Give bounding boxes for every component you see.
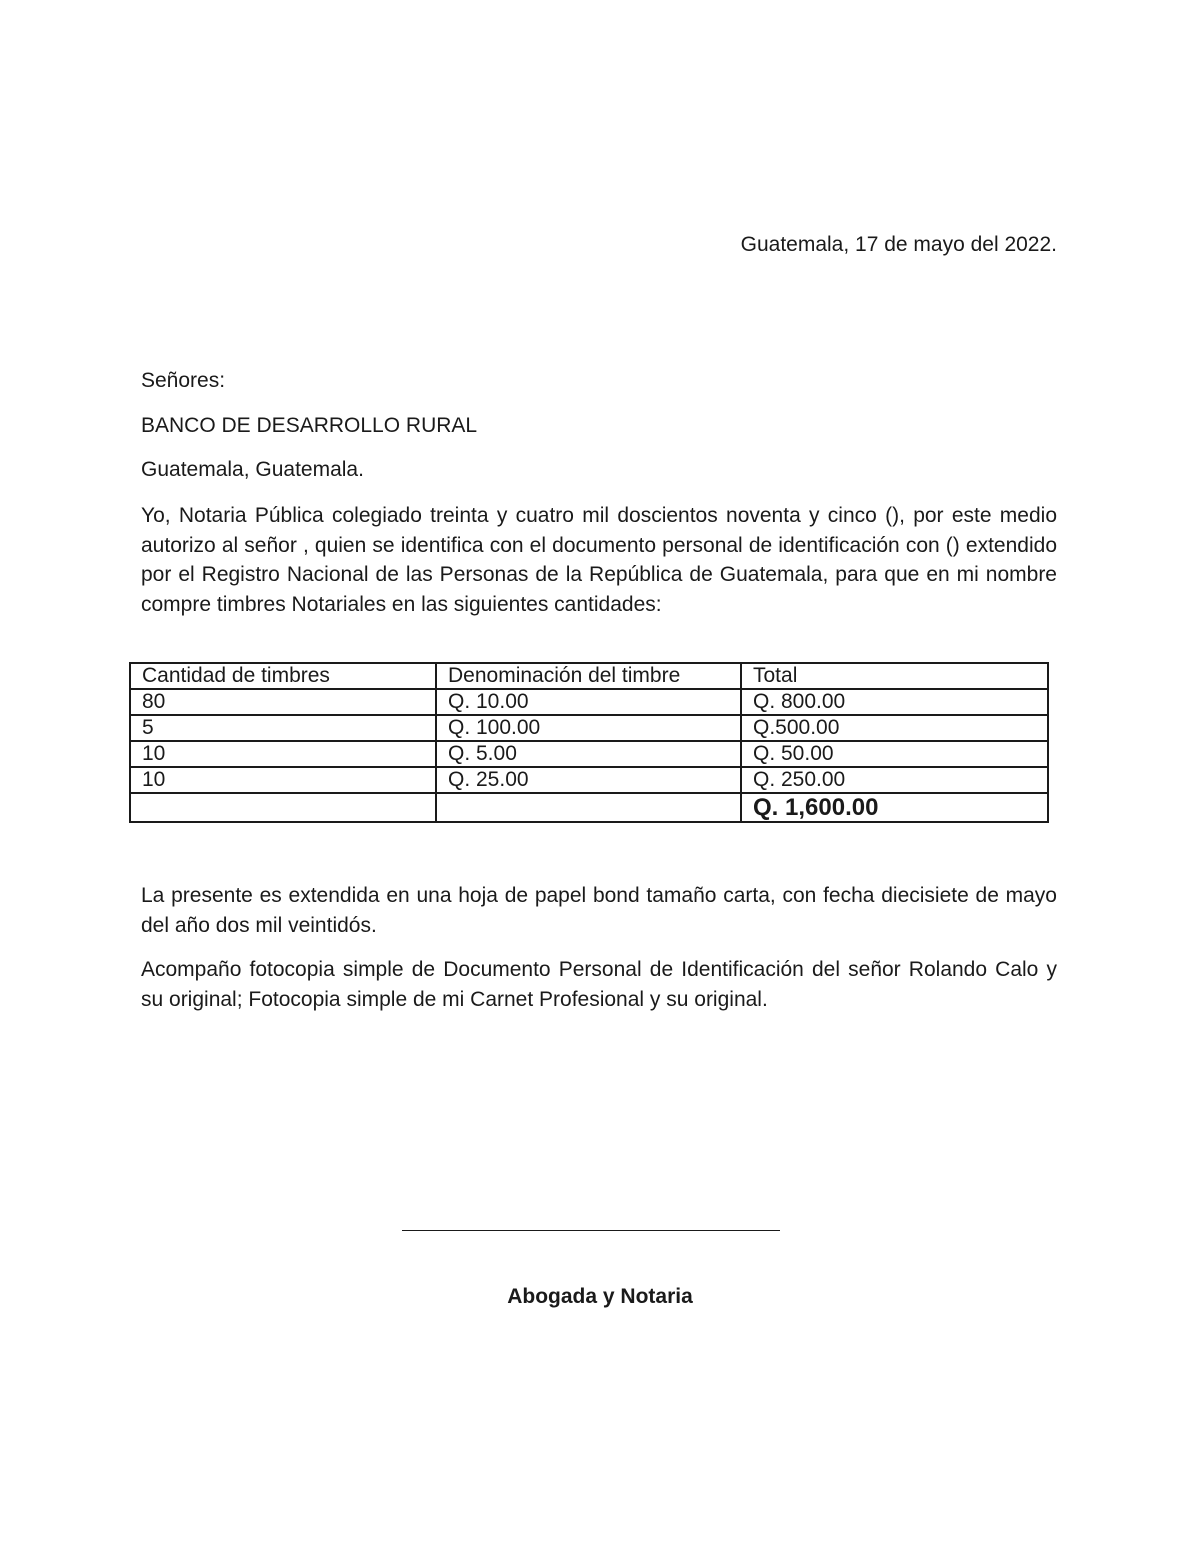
table-cell-empty xyxy=(130,793,436,822)
table-cell-total: Q. 800.00 xyxy=(741,689,1048,715)
table-row xyxy=(130,689,1048,715)
table-row xyxy=(130,767,1048,793)
table-row xyxy=(130,741,1048,767)
signature-title: Abogada y Notaria xyxy=(507,1285,693,1308)
table-cell-denomination: Q. 100.00 xyxy=(436,715,741,741)
table-cell-total: Q.500.00 xyxy=(741,715,1048,741)
table-cell-quantity: 5 xyxy=(130,715,436,741)
stamps-table xyxy=(129,662,1049,823)
table-cell-denomination: Q. 10.00 xyxy=(436,689,741,715)
authorization-paragraph: Yo, Notaria Pública colegiado treinta y cuatro mil doscientos noventa y cinco (), por este medio autorizo al señor , quien se identifica con el documento personal de identificación con () extendido por el Registro Nacional de las Personas de la República de Guatemala, para que en mi nombre compre timbres Notariales en las siguientes cantidades: xyxy=(141,504,1057,616)
attachments-paragraph: Acompaño fotocopia simple de Documento Personal de Identificación del señor Rolando Calo y su original; Fotocopia simple de mi Carnet Profesional y su original. xyxy=(141,958,1057,1011)
table-total-row xyxy=(130,793,1048,822)
salutation: Señores: xyxy=(141,369,226,392)
table-cell-quantity: 10 xyxy=(130,767,436,793)
signature-line xyxy=(402,1230,780,1231)
table-cell-total: Q. 250.00 xyxy=(741,767,1048,793)
extension-paragraph: La presente es extendida en una hoja de papel bond tamaño carta, con fecha diecisiete de mayo del año dos mil veintidós. xyxy=(141,884,1057,937)
column-header: Total xyxy=(741,663,1048,689)
table-cell-denomination: Q. 5.00 xyxy=(436,741,741,767)
table-cell-total: Q. 50.00 xyxy=(741,741,1048,767)
table-cell-quantity: 10 xyxy=(130,741,436,767)
column-header: Cantidad de timbres xyxy=(130,663,436,689)
table-header-row xyxy=(130,663,1048,689)
table-row xyxy=(130,715,1048,741)
table-cell-empty xyxy=(436,793,741,822)
table-cell-denomination: Q. 25.00 xyxy=(436,767,741,793)
grand-total: Q. 1,600.00 xyxy=(741,793,1048,822)
recipient-location: Guatemala, Guatemala. xyxy=(141,458,364,481)
table-cell-quantity: 80 xyxy=(130,689,436,715)
column-header: Denominación del timbre xyxy=(436,663,741,689)
date-line: Guatemala, 17 de mayo del 2022. xyxy=(740,233,1057,256)
recipient-name: BANCO DE DESARROLLO RURAL xyxy=(141,414,478,437)
